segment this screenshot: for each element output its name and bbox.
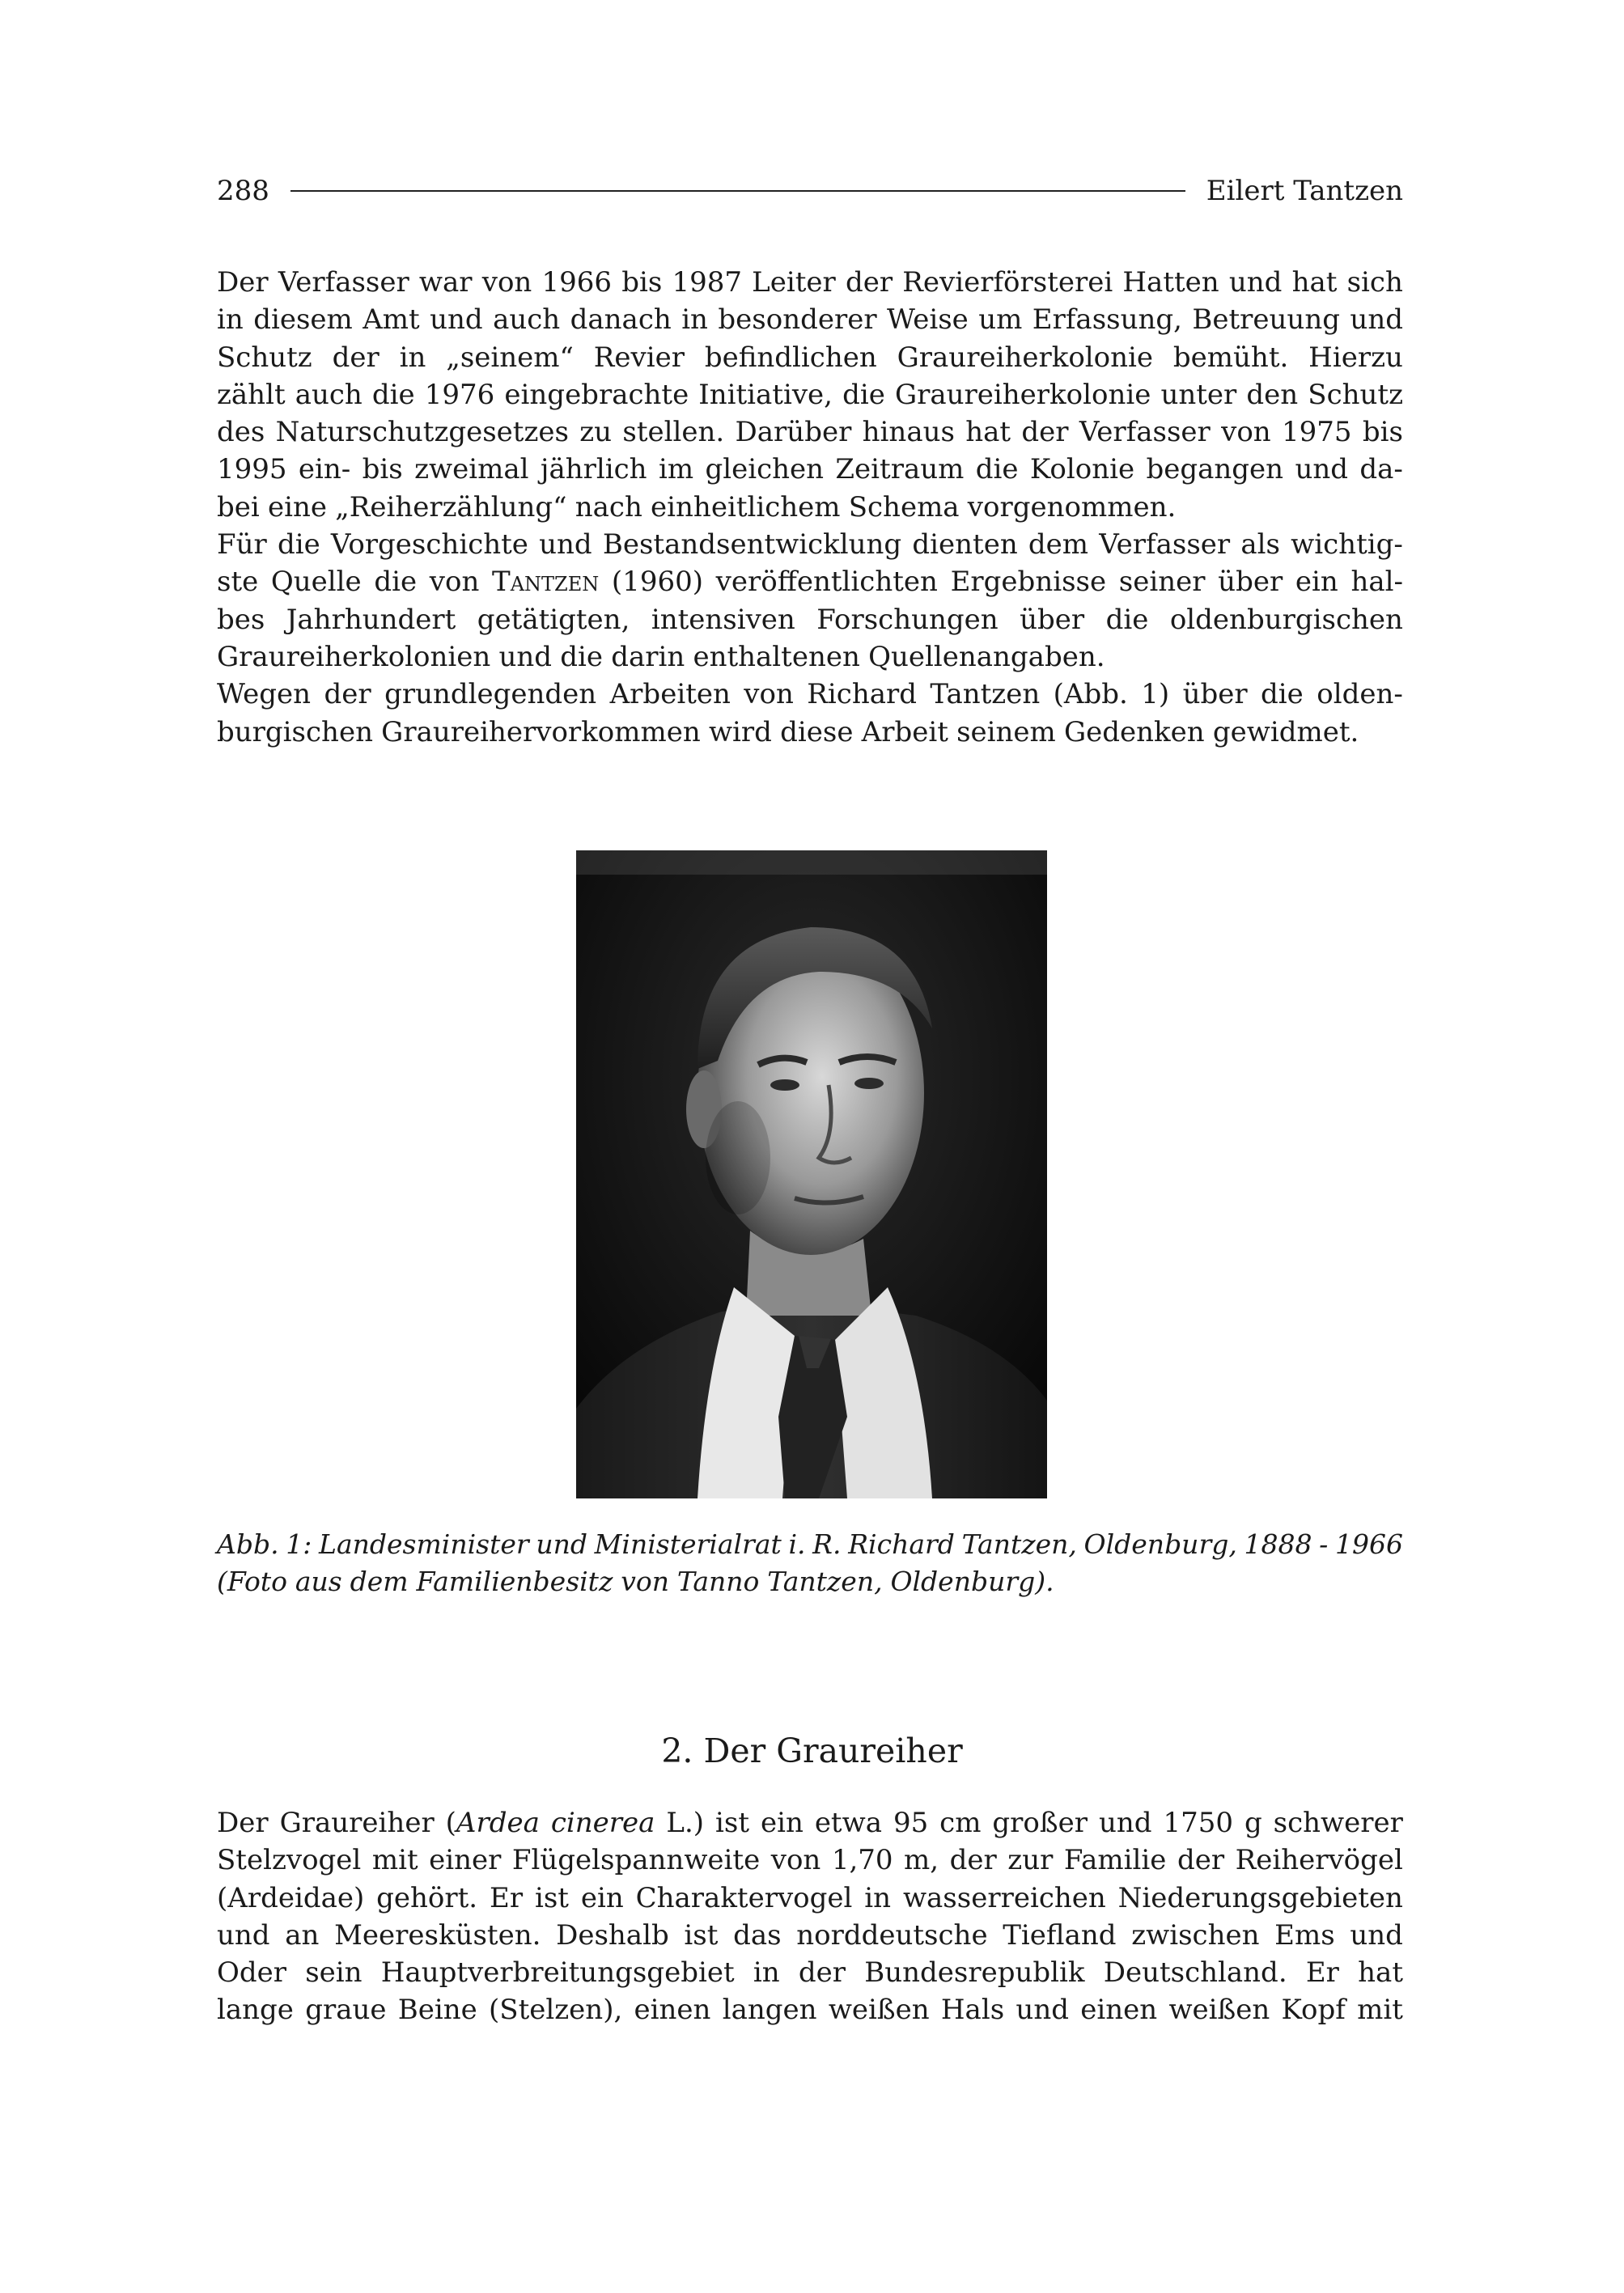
word: ein: [580, 1881, 624, 1914]
word: Bestandsentwicklung: [602, 528, 902, 562]
word: Verfasser: [1099, 528, 1231, 562]
text-line: [217, 413, 1403, 451]
word: Wegen: [217, 678, 312, 711]
word: 1995: [217, 453, 287, 486]
latin-name: Ardea: [456, 1807, 540, 1839]
word: Für: [217, 528, 267, 562]
word: Graureiherkolonie: [894, 378, 1151, 411]
word: Betreuung: [1192, 303, 1340, 337]
word: Graureiherkolonie: [897, 341, 1154, 374]
word: Er: [1305, 1956, 1339, 1990]
word: Zeitraum: [835, 453, 965, 486]
word: Verfasser: [278, 266, 409, 299]
word: in: [217, 303, 244, 337]
word: die: [560, 640, 604, 673]
word: dienten: [912, 528, 1018, 562]
word: großer: [992, 1807, 1088, 1839]
word: von: [621, 1566, 669, 1598]
word: Oldenburg,: [1083, 1528, 1237, 1560]
word: hat: [965, 416, 1011, 449]
word: 1888: [1244, 1528, 1312, 1560]
word: hinaus: [862, 416, 955, 449]
word: einen: [634, 1994, 711, 2027]
word: Revier: [593, 341, 685, 374]
word: ste: [217, 566, 259, 599]
word: Familie: [1063, 1844, 1167, 1877]
word: befindlichen: [704, 341, 877, 374]
word: um: [978, 303, 1023, 337]
word: Hauptverbreitungsgebiet: [380, 1956, 735, 1990]
word: die: [1261, 678, 1304, 711]
word: die: [975, 453, 1019, 486]
word: das: [733, 1918, 782, 1952]
word: wasserreichen: [902, 1881, 1106, 1914]
word: über: [1182, 678, 1248, 711]
word: Deutschland.: [1103, 1956, 1287, 1990]
text-line: [217, 1804, 1403, 1842]
word: nach: [575, 490, 642, 523]
word: diesem: [253, 303, 353, 337]
word: R.: [812, 1528, 842, 1560]
word: ein: [1295, 566, 1338, 599]
word: Beine: [397, 1994, 477, 2027]
word: langen: [722, 1994, 817, 2027]
text-line: [217, 339, 1403, 376]
word: Deshalb: [556, 1918, 669, 1952]
word: i.: [788, 1528, 806, 1560]
word: zur: [1007, 1844, 1054, 1877]
caption-line: [217, 1563, 1403, 1600]
word: darin: [611, 640, 685, 673]
word: enthaltenen: [693, 640, 860, 673]
word: -: [1319, 1528, 1329, 1560]
word: dem: [1028, 528, 1089, 562]
word: olden-: [1317, 678, 1403, 711]
word: Vorgeschichte: [330, 528, 528, 562]
word: 1966: [541, 266, 613, 299]
word: Oder: [217, 1956, 287, 1990]
word: ein-: [298, 453, 351, 486]
word: bis: [621, 266, 663, 299]
word: Weise: [887, 303, 969, 337]
word: norddeutsche: [796, 1918, 988, 1952]
word: begangen: [1146, 453, 1284, 486]
text-line: [217, 638, 1403, 676]
word: graue: [305, 1994, 387, 2027]
word: und: [430, 303, 483, 337]
word: war: [418, 266, 473, 299]
word: (Foto: [217, 1566, 287, 1598]
word: Darüber: [735, 416, 852, 449]
word: Erfassung,: [1032, 303, 1182, 337]
word: (Stelzen),: [489, 1994, 623, 2027]
word: Hierzu: [1308, 341, 1403, 374]
portrait-photo: [576, 850, 1047, 1498]
word: 1976: [424, 378, 495, 411]
text-line: [217, 376, 1403, 413]
word: diese: [780, 715, 854, 748]
word: ist: [534, 1881, 569, 1914]
word: weißen: [828, 1994, 930, 2027]
word: gehört.: [376, 1881, 478, 1914]
word: Gedenken: [1063, 715, 1205, 748]
section-heading: 2. Der Graureiher: [661, 1731, 963, 1770]
word: „Reiherzählung“: [335, 490, 567, 523]
word: Graureihervorkommen: [381, 715, 701, 748]
word: Initiative,: [698, 378, 833, 411]
word: und: [1016, 1994, 1069, 2027]
word: stellen.: [622, 416, 725, 449]
word: veröffentlichten: [715, 566, 938, 599]
word: bemüht.: [1172, 341, 1289, 374]
word: mit: [1357, 1994, 1403, 2027]
word: von: [429, 566, 480, 599]
word: Graureiherkolonien: [217, 640, 491, 673]
word: „seinem“: [446, 341, 574, 374]
word: Tantzen: [930, 678, 1041, 711]
word: und: [1295, 453, 1349, 486]
word: Quelle: [270, 566, 362, 599]
word: Naturschutzgesetzes: [275, 416, 569, 449]
word: der: [324, 678, 371, 711]
word: besonderer: [718, 303, 877, 337]
word: zu: [579, 416, 613, 449]
word: der: [845, 266, 893, 299]
word: als: [1240, 528, 1280, 562]
word: 1975: [1282, 416, 1352, 449]
word: und: [539, 528, 592, 562]
word: 1:: [286, 1528, 312, 1560]
word: der: [798, 1956, 846, 1990]
word: gewidmet.: [1212, 715, 1359, 748]
word: Schema: [848, 490, 960, 523]
word: 1): [1141, 678, 1170, 711]
word: und: [536, 1528, 587, 1560]
word: in: [681, 303, 708, 337]
word: Richard: [848, 1528, 955, 1560]
word: im: [658, 453, 694, 486]
word: Verfasser: [1079, 416, 1211, 449]
word: weißen: [1168, 1994, 1270, 2027]
word: der: [949, 1844, 997, 1877]
word: Reihervögel: [1235, 1844, 1403, 1877]
word: Meeresküsten.: [334, 1918, 541, 1952]
word: ein: [760, 1807, 804, 1839]
word: die: [277, 528, 320, 562]
word: und: [217, 1918, 270, 1952]
word: Richard: [807, 678, 917, 711]
word: Kolonie: [1029, 453, 1135, 486]
word: (Ardea: [445, 1807, 540, 1839]
word: Tiefland: [1003, 1918, 1117, 1952]
word: der: [1177, 1844, 1225, 1877]
word: 1987: [672, 266, 742, 299]
word: 1750: [1163, 1807, 1233, 1839]
word: hat: [1291, 266, 1338, 299]
word: und: [1098, 1807, 1152, 1839]
word: Arbeit: [861, 715, 948, 748]
text-line: [217, 264, 1403, 301]
word: die: [374, 566, 418, 599]
word: in: [864, 1881, 892, 1914]
word: Quellenangaben.: [868, 640, 1105, 673]
word: grundlegenden: [384, 678, 597, 711]
word: etwa: [814, 1807, 882, 1839]
word: schwerer: [1273, 1807, 1403, 1839]
word: g: [1244, 1807, 1262, 1839]
text-line: [217, 1954, 1403, 1991]
portrait-illustration: [576, 850, 1047, 1498]
word: bis: [1362, 416, 1403, 449]
word: aus: [295, 1566, 342, 1598]
word: eine: [267, 490, 327, 523]
word: lange: [217, 1994, 294, 2027]
word: Bundesrepublik: [864, 1956, 1085, 1990]
word: Niederungsgebieten: [1117, 1881, 1403, 1914]
word: ist: [715, 1807, 749, 1839]
word: Tantzen,: [767, 1566, 883, 1598]
word: L.): [666, 1807, 705, 1839]
word: sich: [1346, 266, 1403, 299]
word: gleichen: [705, 453, 825, 486]
word: Abb.: [217, 1528, 279, 1560]
word: bei: [217, 490, 260, 523]
word: Charaktervogel: [635, 1881, 853, 1914]
word: Schutz: [1308, 378, 1403, 411]
word: Tanno: [676, 1566, 760, 1598]
word: zwischen: [1131, 1918, 1260, 1952]
word: Revierförsterei: [902, 266, 1113, 299]
word: über: [1218, 566, 1283, 599]
word: den: [1246, 378, 1299, 411]
word: Oldenburg).: [890, 1566, 1054, 1598]
page-number: 288: [217, 175, 269, 207]
text-line: [217, 1917, 1403, 1954]
word: Er: [490, 1881, 524, 1914]
word: m,: [904, 1844, 939, 1877]
word: Leiter: [752, 266, 836, 299]
word: des: [217, 416, 265, 449]
species-text: [217, 1804, 1403, 2029]
word: Ems: [1274, 1918, 1335, 1952]
word: cm: [939, 1807, 982, 1839]
word: Tantzen,: [961, 1528, 1077, 1560]
word: seiner: [1118, 566, 1206, 599]
word: wird: [708, 715, 772, 748]
running-author: Eilert Tantzen: [1206, 175, 1403, 207]
word: bis: [362, 453, 403, 486]
figure-caption: [217, 1526, 1403, 1601]
word: an: [285, 1918, 320, 1952]
text-line: [217, 601, 1403, 638]
word: 1966: [1335, 1528, 1403, 1560]
text-line: [217, 451, 1403, 488]
cited-author: Tantzen: [492, 566, 600, 599]
word: Der: [217, 1807, 269, 1839]
intro-text: [217, 264, 1403, 751]
text-line: [217, 1880, 1403, 1917]
word: (Ardeidae): [217, 1881, 365, 1914]
word: zählt: [217, 378, 286, 411]
text-line: [217, 1991, 1403, 2028]
text-line: [217, 563, 1403, 600]
word: jährlich: [540, 453, 647, 486]
word: und: [1350, 1918, 1403, 1952]
word: einheitlichem: [651, 490, 841, 523]
word: intensiven: [651, 603, 795, 636]
word: in: [399, 341, 426, 374]
word: Der: [217, 266, 269, 299]
word: Graureiher: [279, 1807, 435, 1839]
word: mit: [371, 1844, 418, 1877]
word: Jahrhundert: [286, 603, 456, 636]
word: Stelzvogel: [217, 1844, 362, 1877]
word: der: [1021, 416, 1069, 449]
word: Forschungen: [816, 603, 999, 636]
word: die: [371, 378, 415, 411]
word: hat: [1358, 1956, 1403, 1990]
word: von: [1221, 416, 1271, 449]
text-line: [217, 489, 1403, 526]
word: (Abb.: [1053, 678, 1128, 711]
word: unter: [1160, 378, 1237, 411]
word: hal-: [1351, 566, 1403, 599]
word: auch: [295, 378, 363, 411]
word: die: [1105, 603, 1149, 636]
word: von: [481, 266, 532, 299]
word: Schutz: [217, 341, 312, 374]
word: der: [332, 341, 379, 374]
word: oldenburgischen: [1169, 603, 1403, 636]
word: Landesminister: [319, 1528, 529, 1560]
word: vorgenommen.: [967, 490, 1177, 523]
header-rule: [290, 190, 1185, 192]
word: Familienbesitz: [416, 1566, 613, 1598]
word: einer: [429, 1844, 502, 1877]
word: über: [1020, 603, 1085, 636]
text-line: [217, 301, 1403, 338]
running-header: [217, 170, 1403, 212]
word: die: [842, 378, 885, 411]
text-line: [217, 676, 1403, 713]
word: und: [498, 640, 553, 673]
text-line: [217, 526, 1403, 563]
word: seinem: [956, 715, 1056, 748]
word: 95: [893, 1807, 929, 1839]
word: Ergebnisse: [950, 566, 1107, 599]
text-line: [217, 1842, 1403, 1879]
word: und: [1350, 303, 1403, 337]
caption-line: [217, 1526, 1403, 1563]
word: auch: [493, 303, 561, 337]
word: eingebrachte: [504, 378, 689, 411]
word: Ministerialrat: [594, 1528, 782, 1560]
word: burgischen: [217, 715, 373, 748]
word: bes: [217, 603, 265, 636]
word: von: [744, 678, 794, 711]
word: sein: [305, 1956, 363, 1990]
word: von: [770, 1844, 821, 1877]
word: wichtig-: [1291, 528, 1403, 562]
word: und: [1228, 266, 1283, 299]
word: Amt: [363, 303, 420, 337]
word: 1,70: [831, 1844, 893, 1877]
word: Hals: [940, 1994, 1005, 2027]
word: getätigten,: [477, 603, 630, 636]
word: dem: [350, 1566, 409, 1598]
text-line: [217, 714, 1403, 751]
word: (1960): [611, 566, 703, 599]
word: in: [753, 1956, 780, 1990]
word: ist: [684, 1918, 719, 1952]
word: einen: [1080, 1994, 1158, 2027]
word: cinerea: [550, 1807, 655, 1839]
word: danach: [570, 303, 672, 337]
word: zweimal: [414, 453, 529, 486]
word: Hatten: [1122, 266, 1219, 299]
word: da-: [1359, 453, 1403, 486]
word: Kopf: [1281, 1994, 1346, 2027]
word: Arbeiten: [609, 678, 731, 711]
word: Flügelspannweite: [511, 1844, 761, 1877]
